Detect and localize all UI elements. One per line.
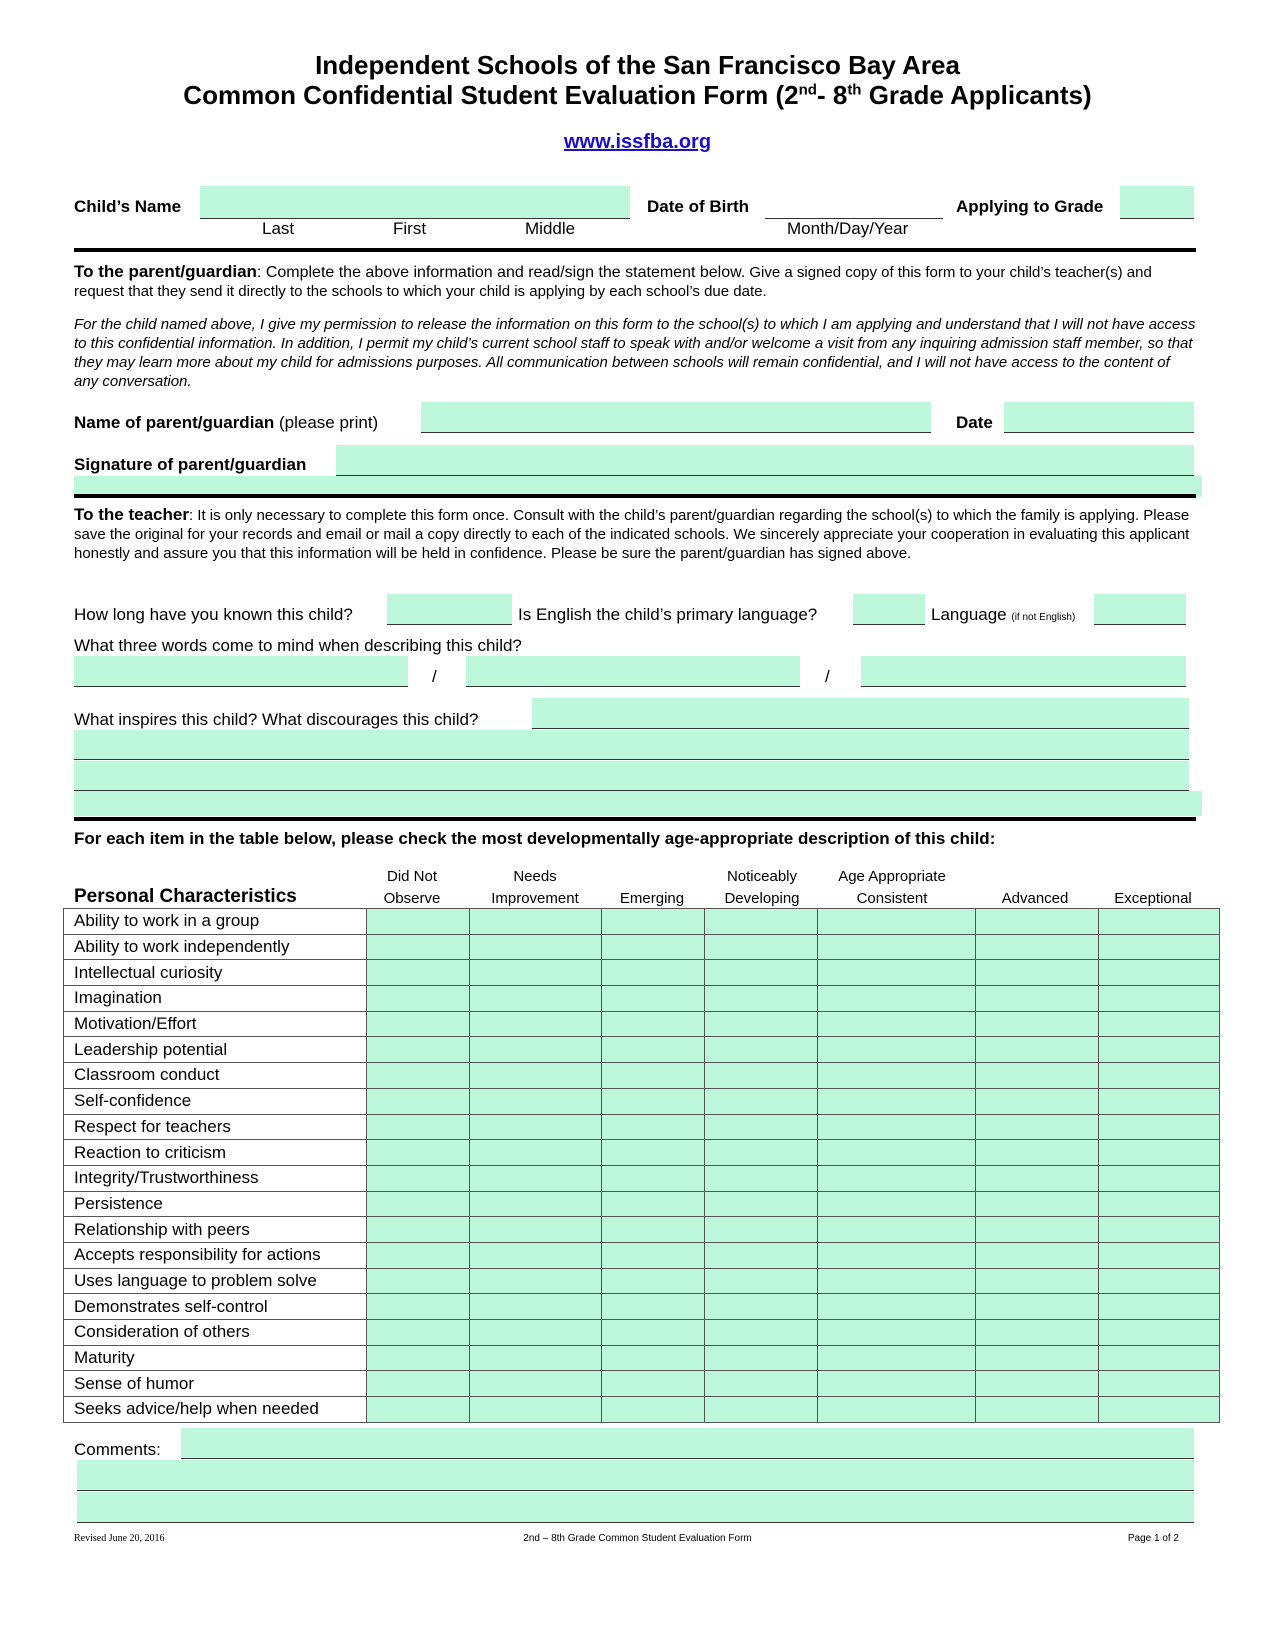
rating-checkbox-cell[interactable] (818, 934, 976, 960)
rating-checkbox-cell[interactable] (470, 1011, 602, 1037)
rating-checkbox-cell[interactable] (470, 1294, 602, 1320)
table-row (64, 1140, 1220, 1166)
rating-checkbox-cell[interactable] (602, 1345, 705, 1371)
rating-checkbox-cell[interactable] (705, 1114, 818, 1140)
rating-checkbox-cell[interactable] (470, 909, 602, 935)
rating-checkbox-cell[interactable] (470, 960, 602, 986)
rating-checkbox-cell[interactable] (818, 1217, 976, 1243)
section-divider (74, 248, 1196, 252)
rating-checkbox-cell[interactable] (1099, 1037, 1220, 1063)
rating-checkbox-cell[interactable] (818, 1011, 976, 1037)
rating-checkbox-cell[interactable] (705, 960, 818, 986)
column-header (708, 866, 816, 910)
english-label: Is English the child’s primary language? (518, 605, 818, 624)
rating-checkbox-cell[interactable] (705, 1242, 818, 1268)
parent-date-input[interactable] (1004, 402, 1194, 433)
word-two-input[interactable] (466, 656, 800, 687)
rating-checkbox-cell[interactable] (602, 986, 705, 1012)
footer-page-number: Page 1 of 2 (1127, 1533, 1179, 1544)
characteristic-label: Relationship with peers (64, 1217, 367, 1243)
signature-input[interactable] (336, 445, 1194, 476)
table-row (64, 909, 1220, 935)
rating-checkbox-cell[interactable] (367, 1140, 470, 1166)
rating-checkbox-cell[interactable] (602, 1063, 705, 1089)
table-row (64, 1063, 1220, 1089)
rating-checkbox-cell[interactable] (705, 1191, 818, 1217)
rating-checkbox-cell[interactable] (976, 1140, 1099, 1166)
rating-checkbox-cell[interactable] (1099, 1011, 1220, 1037)
rating-checkbox-cell[interactable] (602, 1397, 705, 1423)
characteristic-label: Respect for teachers (64, 1114, 367, 1140)
rating-checkbox-cell[interactable] (705, 934, 818, 960)
parent-instructions: To the parent/guardian: Complete the above information and read/sign the statement below. Give a signed copy of this form to your child’s teacher(s) and request that they send it directly to the schools to which your child is applying by each school’s due date. (74, 262, 1152, 300)
column-header-line2: Improvement (491, 890, 579, 907)
name-sub-first: First (393, 219, 427, 238)
rating-checkbox-cell[interactable] (705, 1294, 818, 1320)
characteristic-label: Seeks advice/help when needed (64, 1397, 367, 1423)
rating-checkbox-cell[interactable] (705, 1011, 818, 1037)
rating-checkbox-cell[interactable] (976, 1011, 1099, 1037)
characteristic-label: Intellectual curiosity (64, 960, 367, 986)
rating-checkbox-cell[interactable] (1099, 1191, 1220, 1217)
characteristic-label: Sense of humor (64, 1371, 367, 1397)
word-three-input[interactable] (861, 656, 1186, 687)
rating-checkbox-cell[interactable] (470, 1242, 602, 1268)
characteristic-label: Motivation/Effort (64, 1011, 367, 1037)
characteristic-label: Self-confidence (64, 1088, 367, 1114)
rating-checkbox-cell[interactable] (367, 1268, 470, 1294)
column-header (976, 866, 1094, 910)
section-divider (74, 817, 1196, 821)
rating-checkbox-cell[interactable] (705, 1397, 818, 1423)
characteristic-label: Demonstrates self-control (64, 1294, 367, 1320)
rating-checkbox-cell[interactable] (1099, 986, 1220, 1012)
known-input[interactable] (387, 594, 512, 625)
table-row (64, 1011, 1220, 1037)
rating-checkbox-cell[interactable] (818, 1320, 976, 1346)
rating-checkbox-cell[interactable] (1099, 934, 1220, 960)
rating-checkbox-cell[interactable] (470, 986, 602, 1012)
rating-checkbox-cell[interactable] (470, 1268, 602, 1294)
childs-name-label: Child’s Name (74, 197, 182, 216)
footer-revised: Revised June 20, 2016 (74, 1533, 165, 1544)
table-row (64, 1191, 1220, 1217)
characteristic-label: Accepts responsibility for actions (64, 1242, 367, 1268)
rating-checkbox-cell[interactable] (367, 909, 470, 935)
dob-sub: Month/Day/Year (787, 219, 909, 238)
characteristic-label: Consideration of others (64, 1320, 367, 1346)
rating-checkbox-cell[interactable] (367, 1242, 470, 1268)
rating-checkbox-cell[interactable] (367, 960, 470, 986)
characteristic-label: Reaction to criticism (64, 1140, 367, 1166)
rating-checkbox-cell[interactable] (367, 1345, 470, 1371)
rating-checkbox-cell[interactable] (470, 1345, 602, 1371)
parent-date-label: Date (956, 413, 993, 432)
rating-checkbox-cell[interactable] (602, 1294, 705, 1320)
rating-checkbox-cell[interactable] (1099, 1140, 1220, 1166)
rating-checkbox-cell[interactable] (705, 1063, 818, 1089)
language-label: Language (if not English) (931, 605, 1076, 624)
rating-checkbox-cell[interactable] (1099, 909, 1220, 935)
column-header (364, 866, 460, 910)
rating-checkbox-cell[interactable] (602, 1242, 705, 1268)
rating-checkbox-cell[interactable] (976, 1217, 1099, 1243)
rating-checkbox-cell[interactable] (602, 1140, 705, 1166)
rating-checkbox-cell[interactable] (705, 1165, 818, 1191)
rating-checkbox-cell[interactable] (367, 986, 470, 1012)
table-row (64, 1242, 1220, 1268)
table-row (64, 1397, 1220, 1423)
rating-checkbox-cell[interactable] (1099, 1268, 1220, 1294)
rating-checkbox-cell[interactable] (976, 1345, 1099, 1371)
rating-checkbox-cell[interactable] (1099, 1165, 1220, 1191)
rating-checkbox-cell[interactable] (976, 1320, 1099, 1346)
language-input[interactable] (1094, 594, 1186, 625)
comments-input-line1[interactable] (181, 1428, 1194, 1459)
rating-checkbox-cell[interactable] (367, 1088, 470, 1114)
rating-checkbox-cell[interactable] (367, 1037, 470, 1063)
rating-checkbox-cell[interactable] (602, 1165, 705, 1191)
rating-checkbox-cell[interactable] (705, 1088, 818, 1114)
rating-checkbox-cell[interactable] (818, 1140, 976, 1166)
rating-checkbox-cell[interactable] (602, 909, 705, 935)
rating-checkbox-cell[interactable] (470, 1371, 602, 1397)
grade-label: Applying to Grade (956, 197, 1104, 216)
rating-checkbox-cell[interactable] (705, 909, 818, 935)
rating-checkbox-cell[interactable] (976, 1165, 1099, 1191)
rating-checkbox-cell[interactable] (705, 986, 818, 1012)
table-instruction: For each item in the table below, please check the most developmentally age-appropriate description of this child: (74, 829, 996, 848)
rating-checkbox-cell[interactable] (976, 1114, 1099, 1140)
english-input[interactable] (853, 594, 925, 625)
column-header-line1: Age Appropriate (838, 868, 946, 885)
rating-checkbox-cell[interactable] (818, 1242, 976, 1268)
rating-checkbox-cell[interactable] (705, 1320, 818, 1346)
rating-checkbox-cell[interactable] (705, 1268, 818, 1294)
rating-checkbox-cell[interactable] (602, 1114, 705, 1140)
column-header-line2: Observe (383, 890, 441, 907)
rating-checkbox-cell[interactable] (602, 1320, 705, 1346)
rating-checkbox-cell[interactable] (470, 1217, 602, 1243)
rating-checkbox-cell[interactable] (367, 1294, 470, 1320)
rating-checkbox-cell[interactable] (818, 986, 976, 1012)
rating-checkbox-cell[interactable] (602, 1088, 705, 1114)
rating-checkbox-cell[interactable] (976, 960, 1099, 986)
inspires-input-line2[interactable] (74, 730, 1189, 760)
rating-checkbox-cell[interactable] (1099, 1294, 1220, 1320)
rating-checkbox-cell[interactable] (602, 1371, 705, 1397)
rating-checkbox-cell[interactable] (1099, 1217, 1220, 1243)
parent-name-input[interactable] (421, 402, 931, 433)
column-header (472, 866, 598, 910)
rating-checkbox-cell[interactable] (976, 1397, 1099, 1423)
column-header-line2: Emerging (619, 890, 685, 907)
rating-checkbox-cell[interactable] (367, 1397, 470, 1423)
three-words-label: What three words come to mind when describing this child? (74, 636, 522, 655)
table-row (64, 1217, 1220, 1243)
rating-checkbox-cell[interactable] (602, 1191, 705, 1217)
rating-checkbox-cell[interactable] (602, 1037, 705, 1063)
rating-checkbox-cell[interactable] (367, 1320, 470, 1346)
dob-label: Date of Birth (647, 197, 749, 216)
column-header (604, 866, 700, 910)
rating-checkbox-cell[interactable] (976, 1294, 1099, 1320)
signature-label: Signature of parent/guardian (74, 455, 307, 474)
table-row (64, 1268, 1220, 1294)
table-row (64, 1371, 1220, 1397)
rating-checkbox-cell[interactable] (976, 1242, 1099, 1268)
rating-checkbox-cell[interactable] (367, 1063, 470, 1089)
characteristic-label: Imagination (64, 986, 367, 1012)
section-divider (74, 494, 1196, 498)
table-title: Personal Characteristics (74, 886, 297, 907)
rating-checkbox-cell[interactable] (705, 1217, 818, 1243)
rating-checkbox-cell[interactable] (818, 1294, 976, 1320)
comments-input-line2[interactable] (77, 1460, 1194, 1491)
word-one-input[interactable] (74, 656, 408, 687)
rating-checkbox-cell[interactable] (818, 1345, 976, 1371)
rating-checkbox-cell[interactable] (470, 1397, 602, 1423)
table-row (64, 986, 1220, 1012)
rating-checkbox-cell[interactable] (470, 1191, 602, 1217)
grade-input[interactable] (1120, 186, 1194, 219)
rating-checkbox-cell[interactable] (602, 1011, 705, 1037)
rating-checkbox-cell[interactable] (1099, 1063, 1220, 1089)
column-header (1094, 866, 1212, 910)
table-row (64, 1088, 1220, 1114)
name-sub-middle: Middle (525, 219, 576, 238)
table-row (64, 1294, 1220, 1320)
column-header-line1 (1094, 866, 1212, 888)
slash-separator: / (825, 667, 830, 686)
name-sub-last: Last (262, 219, 295, 238)
rating-checkbox-cell[interactable] (1099, 1371, 1220, 1397)
rating-checkbox-cell[interactable] (470, 1140, 602, 1166)
characteristic-label: Leadership potential (64, 1037, 367, 1063)
column-header-line1: Noticeably (726, 868, 798, 885)
rating-checkbox-cell[interactable] (976, 1088, 1099, 1114)
column-header-line2: Developing (724, 890, 800, 907)
teacher-instructions: To the teacher: It is only necessary to complete this form once. Consult with the child’s parent/guardian regarding the school(s) to which the family is applying. Please save the original for your records and email or mail a copy directly to each of the indicated schools. We sincerely appreciate your cooperation in evaluating this applicant honestly and assure you that this information will be held in confidence. Please be sure the parent/guardian has signed above. (74, 505, 1190, 562)
rating-checkbox-cell[interactable] (818, 1191, 976, 1217)
slash-separator: / (432, 667, 437, 686)
rating-checkbox-cell[interactable] (470, 1063, 602, 1089)
rating-checkbox-cell[interactable] (367, 1165, 470, 1191)
column-header-line2: Consistent (856, 890, 928, 907)
form-title-line1: Independent Schools of the San Francisco Bay Area (315, 50, 960, 80)
rating-checkbox-cell[interactable] (470, 1088, 602, 1114)
table-row (64, 1114, 1220, 1140)
table-row (64, 1165, 1220, 1191)
table-row (64, 960, 1220, 986)
rating-checkbox-cell[interactable] (1099, 1088, 1220, 1114)
table-row (64, 1345, 1220, 1371)
rating-checkbox-cell[interactable] (705, 1037, 818, 1063)
dob-input[interactable] (765, 186, 943, 219)
rating-checkbox-cell[interactable] (1099, 1345, 1220, 1371)
rating-checkbox-cell[interactable] (976, 986, 1099, 1012)
known-label: How long have you known this child? (74, 605, 353, 624)
table-row (64, 934, 1220, 960)
rating-checkbox-cell[interactable] (602, 960, 705, 986)
website-link[interactable]: www.issfba.org (563, 131, 712, 153)
rating-checkbox-cell[interactable] (367, 1371, 470, 1397)
rating-checkbox-cell[interactable] (818, 1165, 976, 1191)
rating-checkbox-cell[interactable] (818, 1063, 976, 1089)
rating-checkbox-cell[interactable] (470, 934, 602, 960)
column-header-line2: Advanced (1001, 890, 1069, 907)
characteristic-label: Classroom conduct (64, 1063, 367, 1089)
rating-checkbox-cell[interactable] (602, 1268, 705, 1294)
rating-checkbox-cell[interactable] (976, 934, 1099, 960)
column-header-line1 (976, 866, 1094, 888)
inspires-extra-field[interactable] (74, 791, 1202, 816)
form-title-line2: Common Confidential Student Evaluation Form (2nd- 8th Grade Applicants) (183, 80, 1092, 110)
rating-checkbox-cell[interactable] (367, 1217, 470, 1243)
rating-checkbox-cell[interactable] (976, 909, 1099, 935)
rating-checkbox-cell[interactable] (976, 1063, 1099, 1089)
rating-checkbox-cell[interactable] (818, 960, 976, 986)
rating-checkbox-cell[interactable] (470, 1114, 602, 1140)
column-header-line1: Needs (513, 868, 557, 885)
characteristic-label: Uses language to problem solve (64, 1268, 367, 1294)
rating-checkbox-cell[interactable] (1099, 1114, 1220, 1140)
inspires-input-line1[interactable] (532, 698, 1189, 729)
comments-input-line3[interactable] (77, 1492, 1194, 1523)
characteristics-table (63, 908, 1220, 1423)
rating-checkbox-cell[interactable] (1099, 1397, 1220, 1423)
rating-checkbox-cell[interactable] (818, 1268, 976, 1294)
rating-checkbox-cell[interactable] (602, 1217, 705, 1243)
inspires-label: What inspires this child? What discourages this child? (74, 710, 479, 729)
rating-checkbox-cell[interactable] (976, 1037, 1099, 1063)
rating-checkbox-cell[interactable] (602, 934, 705, 960)
rating-checkbox-cell[interactable] (818, 1397, 976, 1423)
table-row (64, 1320, 1220, 1346)
rating-checkbox-cell[interactable] (367, 934, 470, 960)
rating-checkbox-cell[interactable] (976, 1191, 1099, 1217)
rating-checkbox-cell[interactable] (818, 1037, 976, 1063)
characteristic-label: Ability to work independently (64, 934, 367, 960)
rating-checkbox-cell[interactable] (470, 1037, 602, 1063)
permission-statement: For the child named above, I give my permission to release the information on this form to the school(s) to which I am applying and understand that I will not have access to this confidential information. In addition, I permit my child’s current school staff to speak with and/or welcome a visit from any inquiring admission staff member, so that they may learn more about my child for admissions purposes. All communication between schools will remain confidential, and I will not have access to the content of any conversation. (74, 316, 1196, 390)
rating-checkbox-cell[interactable] (976, 1371, 1099, 1397)
characteristic-label: Integrity/Trustworthiness (64, 1165, 367, 1191)
childs-name-input[interactable] (200, 186, 630, 219)
rating-checkbox-cell[interactable] (470, 1165, 602, 1191)
characteristic-label: Persistence (64, 1191, 367, 1217)
rating-checkbox-cell[interactable] (818, 1088, 976, 1114)
table-row (64, 1037, 1220, 1063)
inspires-input-line3[interactable] (74, 761, 1189, 791)
parent-name-label: Name of parent/guardian (please print) (74, 413, 379, 432)
rating-checkbox-cell[interactable] (1099, 960, 1220, 986)
rating-checkbox-cell[interactable] (818, 1114, 976, 1140)
column-header-line1: Did Not (386, 868, 438, 885)
column-header-line1 (604, 866, 700, 888)
rating-checkbox-cell[interactable] (367, 1114, 470, 1140)
footer-form-name: 2nd – 8th Grade Common Student Evaluation Form (523, 1533, 752, 1544)
rating-checkbox-cell[interactable] (818, 909, 976, 935)
rating-checkbox-cell[interactable] (976, 1268, 1099, 1294)
characteristic-label: Maturity (64, 1345, 367, 1371)
column-header-line2: Exceptional (1114, 890, 1192, 907)
column-header (820, 866, 964, 910)
comments-label: Comments: (74, 1440, 161, 1459)
rating-checkbox-cell[interactable] (367, 1191, 470, 1217)
rating-checkbox-cell[interactable] (1099, 1320, 1220, 1346)
rating-checkbox-cell[interactable] (705, 1345, 818, 1371)
rating-checkbox-cell[interactable] (470, 1320, 602, 1346)
rating-checkbox-cell[interactable] (818, 1371, 976, 1397)
rating-checkbox-cell[interactable] (705, 1140, 818, 1166)
rating-checkbox-cell[interactable] (705, 1371, 818, 1397)
rating-checkbox-cell[interactable] (367, 1011, 470, 1037)
rating-checkbox-cell[interactable] (1099, 1242, 1220, 1268)
characteristic-label: Ability to work in a group (64, 909, 367, 935)
